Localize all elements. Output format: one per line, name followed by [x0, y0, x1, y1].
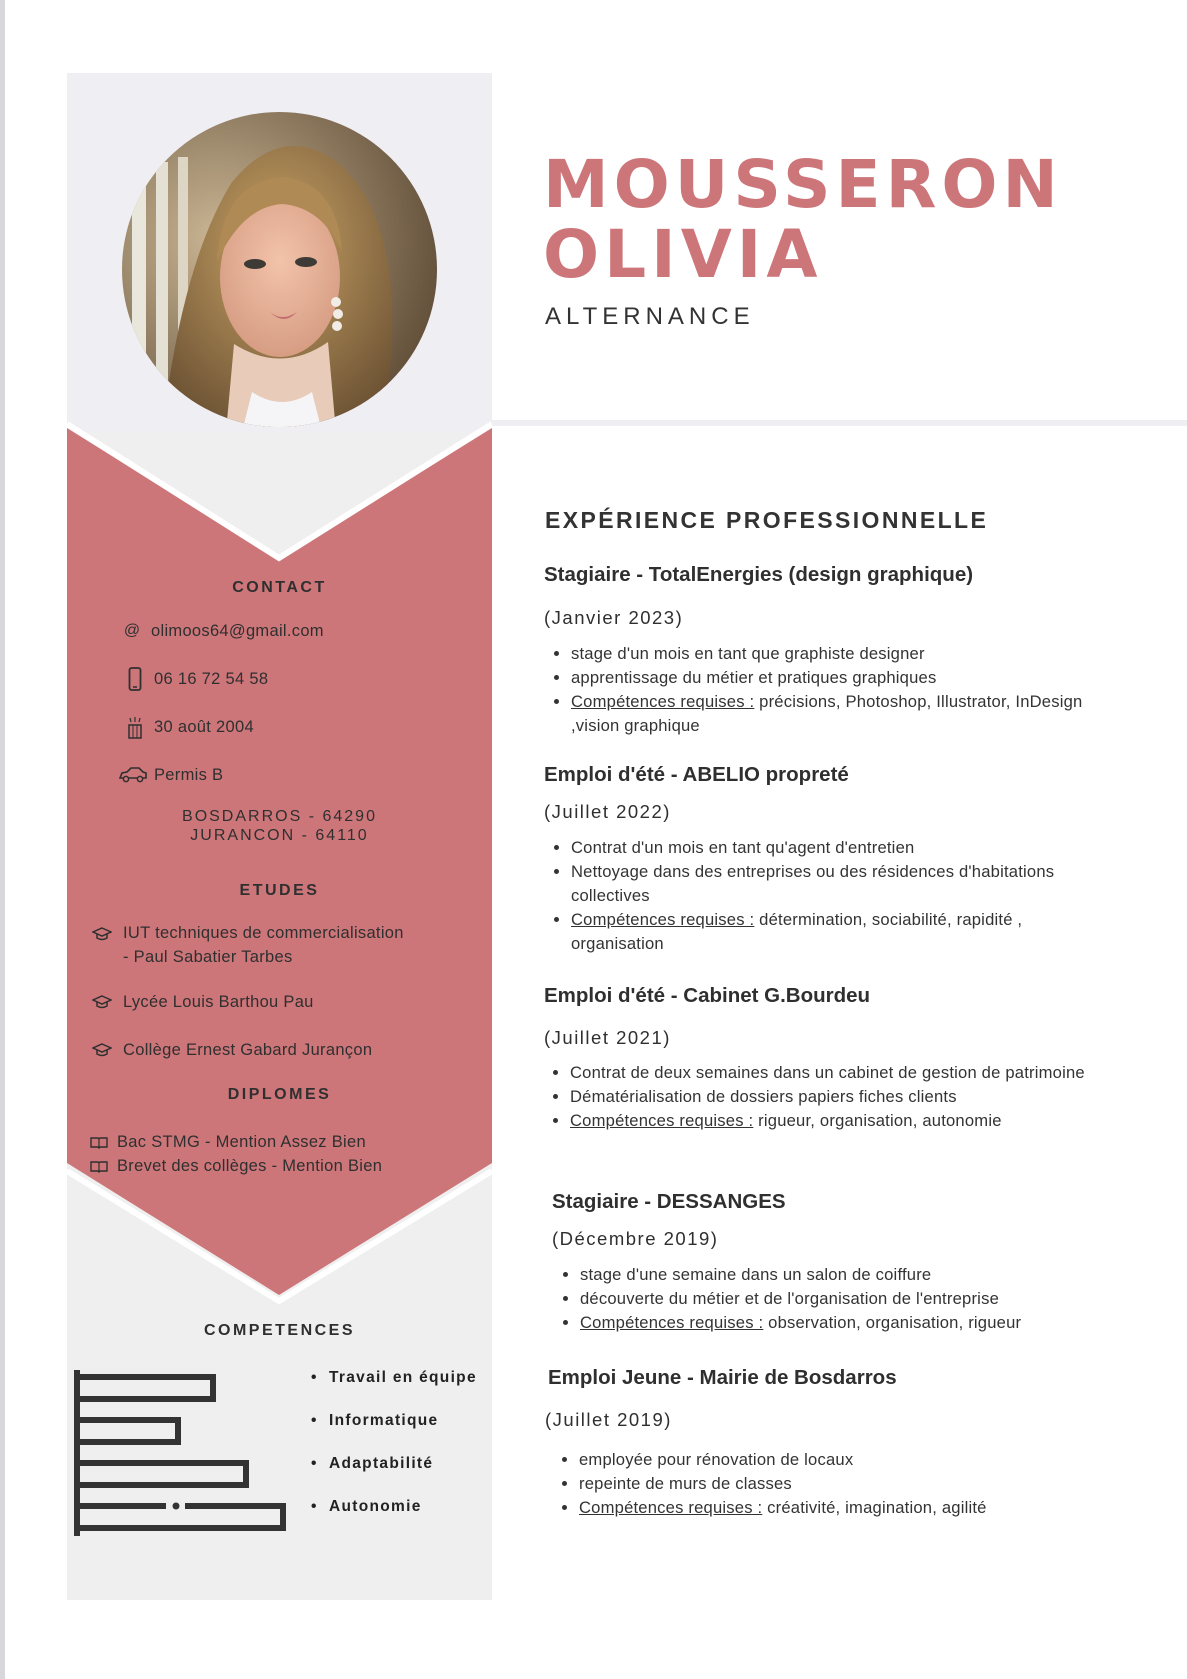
- diplome-brevet: Brevet des collèges - Mention Bien: [117, 1157, 383, 1175]
- sidebar: [67, 73, 492, 1600]
- open-book-icon: [90, 1136, 108, 1149]
- graduation-cap-icon: [87, 995, 117, 1009]
- job-bullets: [553, 1263, 1110, 1335]
- etudes-college: Collège Ernest Gabard Jurançon: [123, 1041, 373, 1059]
- skills-label: Compétences requises :: [579, 1498, 763, 1517]
- address-line-1: BOSDARROS - 64290: [182, 808, 377, 825]
- etudes-item-lycee: [87, 990, 314, 1014]
- contact-phone-row: [120, 667, 268, 691]
- experience-title: EXPÉRIENCE PROFESSIONNELLE: [545, 507, 989, 533]
- job-bullets: [544, 836, 1101, 956]
- diplomes-title: DIPLOMES: [227, 1086, 332, 1103]
- skills-label: Compétences requises :: [570, 1111, 754, 1130]
- graduation-cap-icon: [87, 1043, 117, 1057]
- open-book-icon: [90, 1160, 108, 1173]
- job-bullets: [552, 1448, 1109, 1520]
- job-bullet: • stage d'un mois en tant que graphiste designer: [571, 642, 1101, 666]
- job-skills-bullet: [571, 690, 1101, 738]
- skill-item: • Autonomie: [329, 1498, 422, 1516]
- job-date: (Juillet 2019): [545, 1409, 672, 1430]
- birthday-cake-icon: [120, 715, 150, 739]
- job-bullet: • employée pour rénovation de locaux: [579, 1448, 1109, 1472]
- job-title: Stagiaire - DESSANGES: [552, 1190, 786, 1213]
- job-skills: créativité, imagination, agilité: [762, 1498, 987, 1517]
- first-name: OLIVIA: [543, 216, 823, 293]
- diplome-item-brevet: [90, 1154, 382, 1178]
- graduation-cap-icon: [87, 927, 117, 941]
- skills-bar-graphic: [74, 1370, 289, 1536]
- skill-item: • Adaptabilité: [329, 1455, 433, 1473]
- job-skills: observation, organisation, rigueur: [763, 1313, 1022, 1332]
- job-title: Stagiaire - TotalEnergies (design graphique): [544, 563, 974, 586]
- contact-email-row: [117, 619, 324, 643]
- cv-subtitle: ALTERNANCE: [545, 303, 755, 330]
- diplome-bac: Bac STMG - Mention Assez Bien: [117, 1133, 366, 1151]
- job-bullet: • Nettoyage dans des entreprises ou des résidences d'habitations collectives: [571, 860, 1101, 908]
- job-bullets: [543, 1061, 1100, 1133]
- skills-label: Compétences requises :: [571, 692, 755, 711]
- header-divider: [492, 420, 1187, 426]
- job-bullets: [544, 642, 1101, 738]
- contact-email[interactable]: olimoos64@gmail.com: [151, 622, 324, 640]
- job-bullet: • Contrat d'un mois en tant qu'agent d'entretien: [571, 836, 1101, 860]
- address-line-2: JURANCON - 64110: [190, 827, 369, 844]
- job-skills: précisions, Photoshop, Illustrator, InDesign ,vision graphique: [571, 692, 1083, 735]
- job-title: Emploi d'été - ABELIO propreté: [544, 763, 849, 786]
- job-skills: rigueur, organisation, autonomie: [753, 1111, 1002, 1130]
- contact-birthdate: 30 août 2004: [154, 718, 254, 736]
- job-skills-bullet: [579, 1496, 1109, 1520]
- etudes-iut-line-1: IUT techniques de commercialisation: [123, 924, 404, 942]
- skills-label: Compétences requises :: [571, 910, 755, 929]
- job-title: Emploi Jeune - Mairie de Bosdarros: [548, 1366, 897, 1389]
- candidate-name: [543, 146, 1063, 293]
- car-icon: [115, 766, 150, 784]
- diplome-item-bac: [90, 1130, 366, 1154]
- contact-license-row: [115, 763, 223, 787]
- job-title: Emploi d'été - Cabinet G.Bourdeu: [544, 984, 871, 1007]
- job-skills: détermination, sociabilité, rapidité , organisation: [571, 910, 1023, 953]
- skill-item: • Travail en équipe: [329, 1369, 477, 1387]
- job-skills-bullet: [570, 1109, 1100, 1133]
- contact-license: Permis B: [154, 766, 224, 784]
- job-bullet: • Dématérialisation de dossiers papiers fiches clients: [570, 1085, 1100, 1109]
- skill-item: • Informatique: [329, 1412, 438, 1430]
- job-bullet: • repeinte de murs de classes: [579, 1472, 1109, 1496]
- job-date: (Juillet 2021): [544, 1027, 671, 1048]
- phone-icon: [120, 667, 150, 691]
- job-bullet: • Contrat de deux semaines dans un cabinet de gestion de patrimoine: [570, 1061, 1100, 1085]
- last-name: MOUSSERON: [543, 146, 1063, 223]
- etudes-title: ETUDES: [239, 882, 320, 899]
- contact-title: CONTACT: [232, 579, 327, 596]
- job-bullet: • apprentissage du métier et pratiques graphiques: [571, 666, 1101, 690]
- job-skills-bullet: [571, 908, 1101, 956]
- at-icon: @: [123, 622, 141, 639]
- job-date: (Janvier 2023): [544, 607, 684, 628]
- job-bullet: • découverte du métier et de l'organisation de l'entreprise: [580, 1287, 1110, 1311]
- etudes-lycee: Lycée Louis Barthou Pau: [123, 993, 314, 1011]
- competences-title: COMPETENCES: [203, 1322, 356, 1339]
- contact-phone: 06 16 72 54 58: [154, 670, 269, 688]
- skills-label: Compétences requises :: [580, 1313, 764, 1332]
- job-skills-bullet: [580, 1311, 1110, 1335]
- etudes-item-college: [87, 1038, 372, 1062]
- job-bullet: • stage d'une semaine dans un salon de coiffure: [580, 1263, 1110, 1287]
- profile-photo: [122, 112, 437, 427]
- job-date: (Décembre 2019): [552, 1228, 719, 1249]
- etudes-item-iut: [87, 921, 404, 969]
- job-date: (Juillet 2022): [544, 801, 671, 822]
- etudes-iut-line-2: - Paul Sabatier Tarbes: [123, 948, 293, 966]
- contact-birthdate-row: [120, 715, 254, 739]
- page-edge: [0, 0, 5, 1679]
